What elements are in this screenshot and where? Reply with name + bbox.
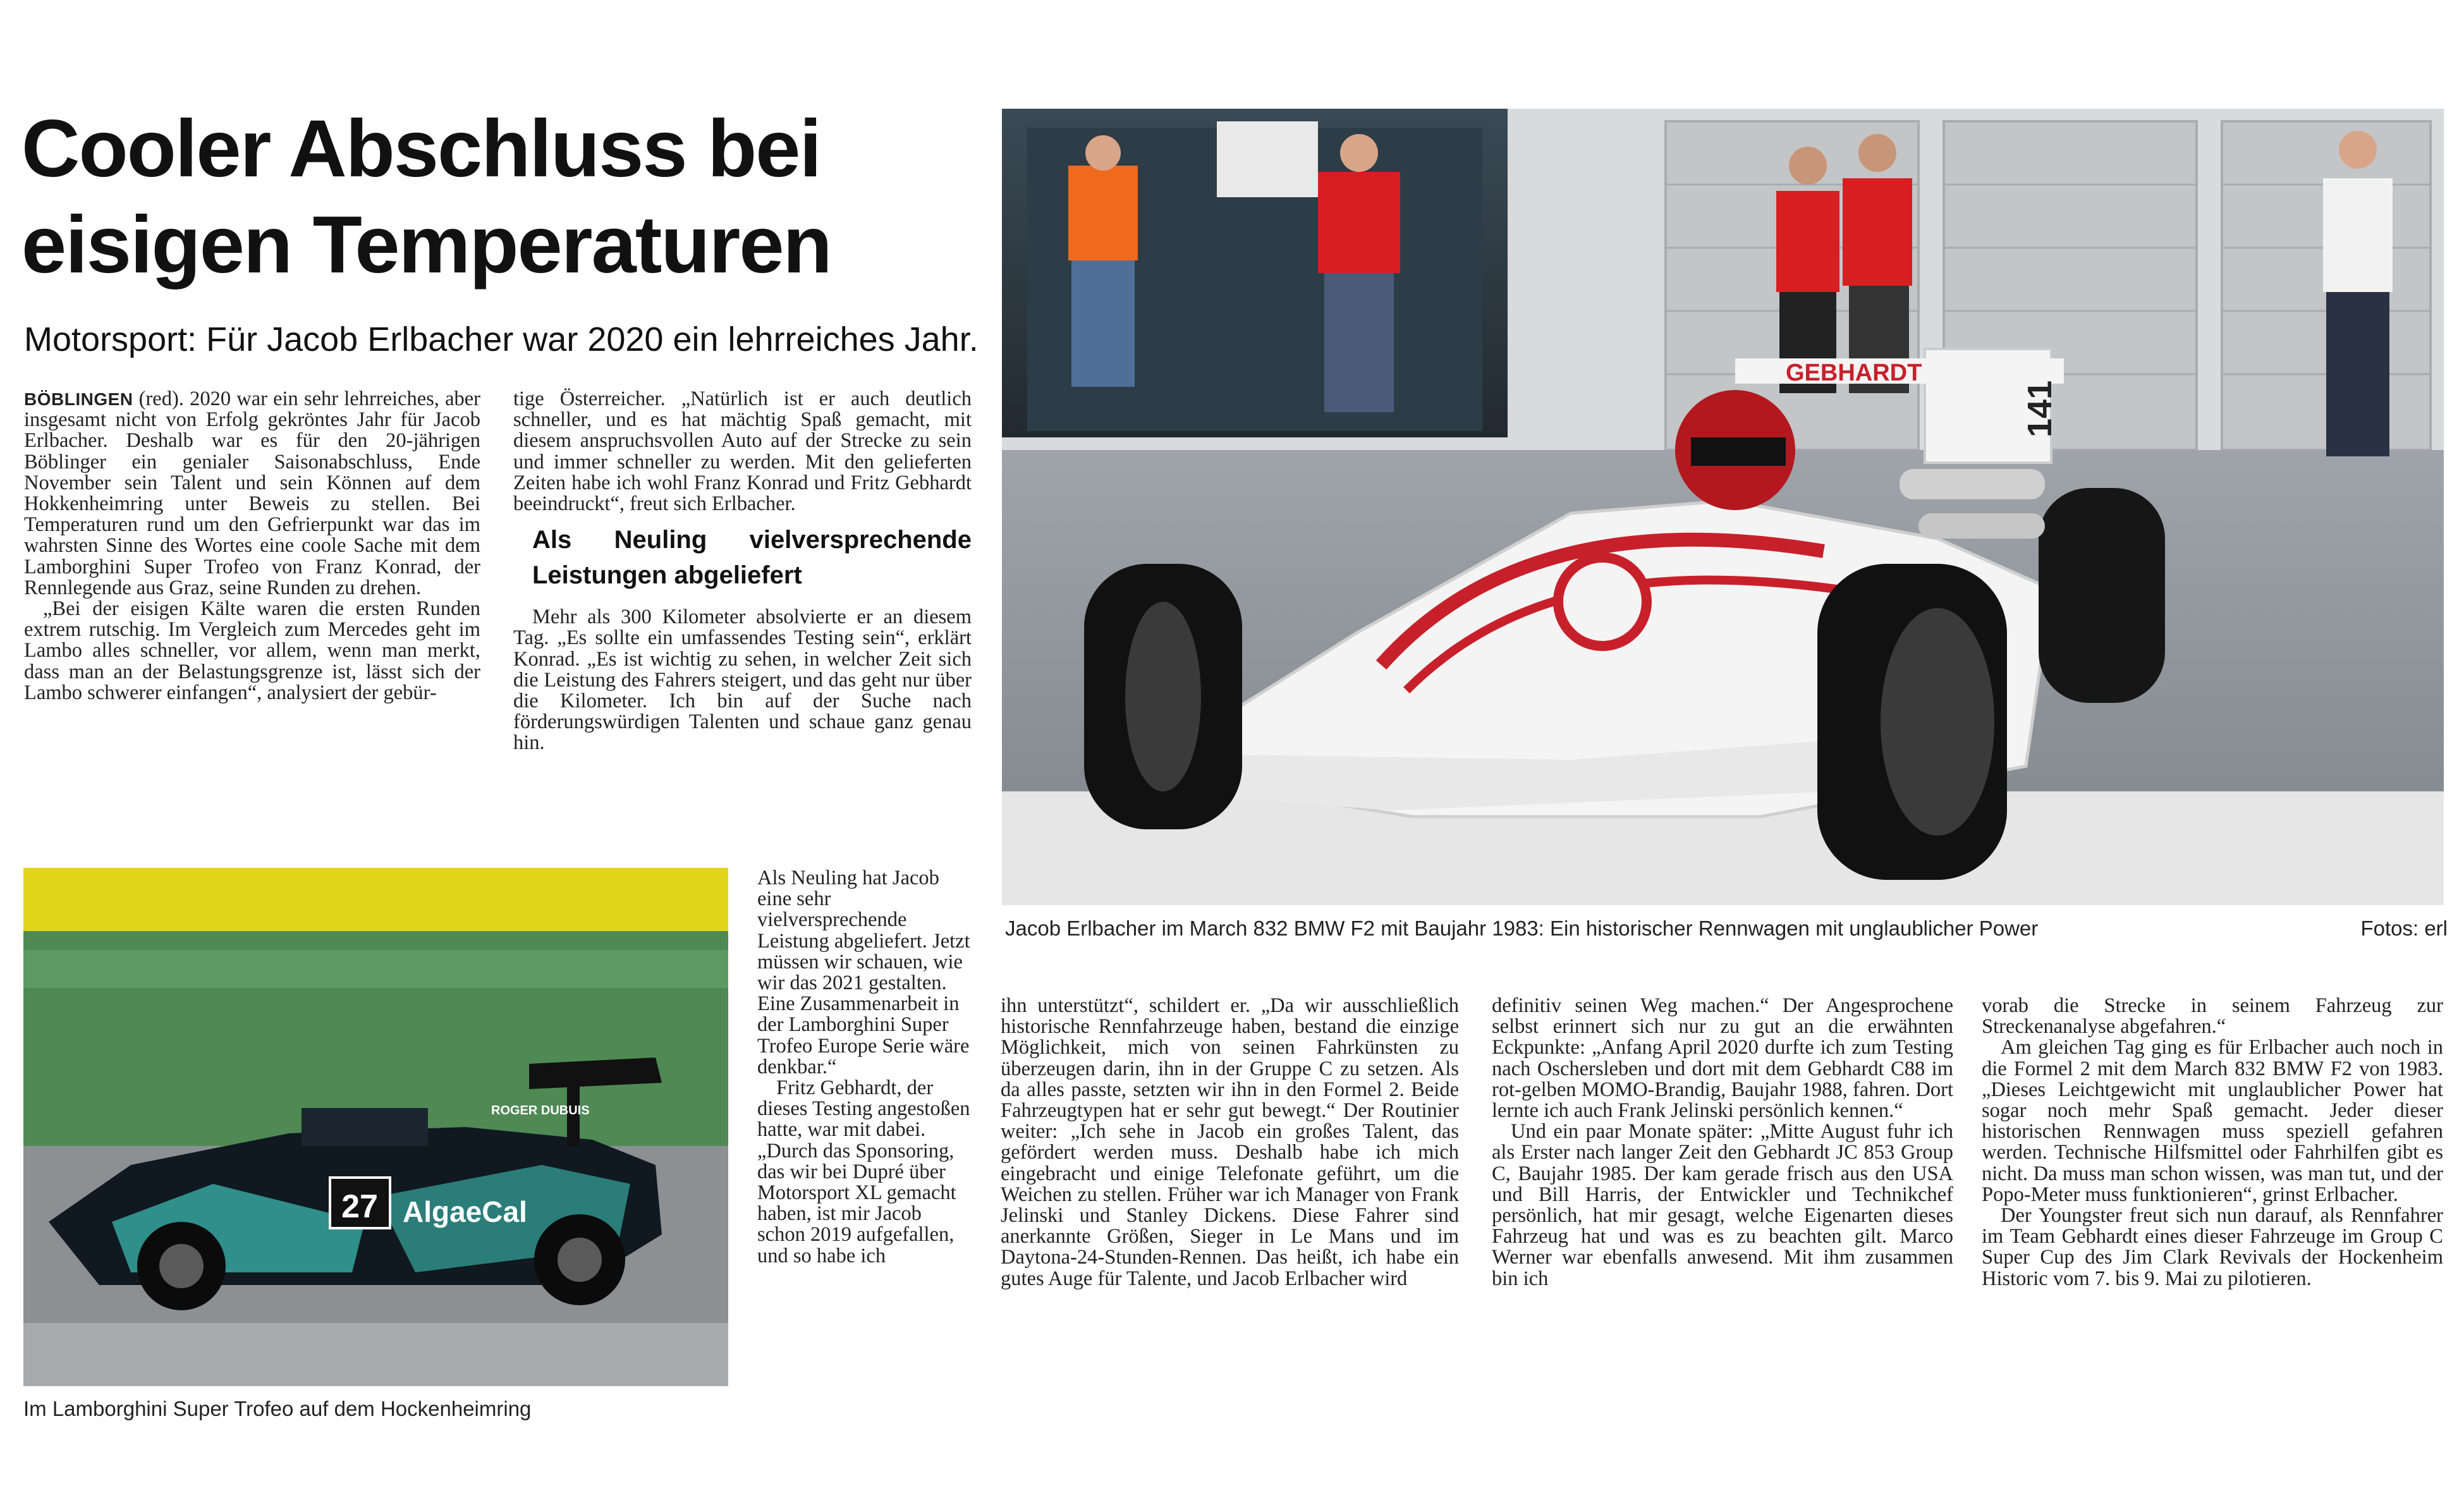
article-column-4 [1492, 996, 1953, 1289]
car-sponsor-text: GEBHARDT [1786, 360, 1922, 386]
lamborghini-photo [23, 868, 728, 1386]
paragraph: Der Youngster freut sich nun darauf, als Rennfahrer im Team Gebhardt eines dieser Fahrzeuge im Group C Super Cup des Jim Clark Revivals der Hockenheim Historic vom 7. bis 9. Mai zu pilotieren. [1982, 1204, 2443, 1290]
headline-line-1: Cooler Abschluss bei [21, 104, 820, 194]
main-photo [1002, 109, 2444, 905]
paragraph: Als Neuling hat Jacob eine sehr vielversprechende Leistung abgeliefert. Jetzt müssen wir schauen, wie wir das 2021 gestalten. Eine Zusammenarbeit in der Lamborghini Super Trofeo Europe Serie wäre denkbar.“ [757, 867, 970, 1078]
car-number: 27 [341, 1188, 378, 1225]
paragraph: Und ein paar Monate später: „Mitte August fuhr ich als Erster nach langer Zeit den Gebhardt JC 853 Group C, Baujahr 1985. Der kam gerade frisch aus den USA und Bill Harris, der Entwickler und Technikchef persönlich, hat mir gesagt, welche Eigenarten dieses Fahrzeug hat und was es zu beachten gilt. Marco Werner war ebenfalls anwesend. Mit ihm zusammen bin ich [1492, 1120, 1953, 1290]
article-column-3 [1001, 996, 1459, 1289]
paragraph: definitiv seinen Weg machen.“ Der Angesprochene selbst erinnert sich nur zu gut an die erwähnten Eckpunkte: „Anfang April 2020 durfte ich zum Testing nach Oschersleben und dort mit dem Gebhardt C88 im rot-gelben MOMO-Brandig, Baujahr 1988, fahren. Dort lernte ich auch Frank Jelinski persönlich kennen.“ [1492, 994, 1953, 1123]
dateline: BÖBLINGEN [24, 389, 133, 409]
paragraph: (red). 2020 war ein sehr lehrreiches, aber insgesamt nicht von Erfolg gekröntes Jahr für Jacob Erlbacher. Deshalb war es für den 20-jährigen Böblinger ein genialer Saisonabschluss, Ende November sein Talent und sein Können auf dem Hokkenheimring unter Beweis zu stellen. Bei Temperaturen rund um den Gefrierpunkt war das im wahrsten Sinne des Wortes eine coole Sache mit dem Lamborghini Super Trofeo von Franz Konrad, der Rennlegende aus Graz, seine Runden zu drehen. [24, 387, 480, 599]
intertitle: Als Neuling vielversprechende Leistungen abgeliefert [532, 526, 972, 590]
car-livery-text: AlgaeCal [403, 1195, 527, 1228]
paragraph: tige Österreicher. „Natürlich ist er auch deutlich schneller, und es hat mächtig Spaß gemacht, mit diesem anspruchsvollen Auto auf der Strecke zu sein und immer schneller zu werden. Mit den gelieferten Zeiten habe ich wohl Franz Konrad und Fritz Gebhardt beeindruckt“, freut sich Erlbacher. [513, 387, 972, 516]
paragraph: „Bei der eisigen Kälte waren die ersten Runden extrem rutschig. Im Vergleich zum Mercedes geht im Lambo alles schneller, vor allem, wenn man merkt, dass man an der Belastungsgrenze ist, lässt sich der Lambo schwerer einfangen“, analysiert der gebür- [24, 597, 480, 704]
car-sponsor-text: ROGER DUBUIS [491, 1104, 590, 1118]
paragraph: Am gleichen Tag ging es für Erlbacher auch noch in die Formel 2 mit dem March 832 BMW F2 von 1983. „Dieses Leichtgewicht mit unglaublicher Power hat sogar noch mehr Spaß gemacht. Jeder dieser historischen Rennwagen muss speziell gefahren werden. Technische Hilfsmittel oder Fahrhilfen gibt es nicht. Da muss man schon wissen, was man tut, und der Popo-Meter muss funktionieren“, grinst Erlbacher. [1982, 1036, 2443, 1206]
main-photo-caption: Jacob Erlbacher im March 832 BMW F2 mit Baujahr 1983: Ein historischer Rennwagen mit unglaublicher Power [1005, 917, 2039, 940]
paragraph: ihn unterstützt“, schildert er. „Da wir ausschließlich historische Rennfahrzeuge haben, bestand die einzige Möglichkeit, mich von seinen Fahrkünsten zu überzeugen darin, ihn in der Gruppe C zu setzen. Als da alles passte, setzten wir ihn in den Formel 2. Beide Fahrzeugtypen hat er sehr gut bewegt.“ Der Routinier weiter: „Ich sehe in Jacob ein großes Talent, das gefördert werden muss. Deshalb habe ich mich eingebracht und einige Telefonate geführt, um die Weichen zu stellen. Früher war ich Manager von Frank Jelinski und Stanley Dickens. Diese Fahrer sind anerkannte Größen, Sieger in Le Mans und im Daytona-24-Stunden-Rennen. Das heißt, ich habe ein gutes Auge für Talente, und Jacob Erlbacher wird [1001, 994, 1459, 1290]
subheadline: Motorsport: Für Jacob Erlbacher war 2020 ein lehrreiches Jahr. [24, 320, 979, 358]
article-column-2-narrow [757, 868, 972, 1267]
headline [21, 101, 982, 293]
paragraph: Fritz Gebhardt, der dieses Testing angestoßen hatte, war mit dabei. „Durch das Sponsoring, das wir bei Dupré über Motorsport XL gemacht haben, ist mir Jacob schon 2019 aufgefallen, und so habe ich [757, 1076, 970, 1267]
article-column-5 [1982, 996, 2443, 1289]
article-column-1 [24, 389, 480, 704]
headline-line-2: eisigen Temperaturen [21, 200, 831, 290]
article-column-2 [513, 389, 972, 754]
lamborghini-photo-caption: Im Lamborghini Super Trofeo auf dem Hockenheimring [23, 1397, 532, 1420]
photo-credit: Fotos: erl [2360, 917, 2448, 940]
paragraph: vorab die Strecke in seinem Fahrzeug zur Streckenanalyse abgefahren.“ [1982, 994, 2443, 1039]
car-number-text: 141 [2021, 380, 2059, 437]
paragraph: Mehr als 300 Kilometer absolvierte er an diesem Tag. „Es sollte ein umfassendes Testing sein“, erklärt Konrad. „Es ist wichtig zu sehen, in welcher Zeit sich die Leistung des Fahrers steigert, und das geht nur über die Kilometer. Ich bin auf der Suche nach förderungswürdigen Talenten und schaue ganz genau hin. [513, 606, 972, 755]
